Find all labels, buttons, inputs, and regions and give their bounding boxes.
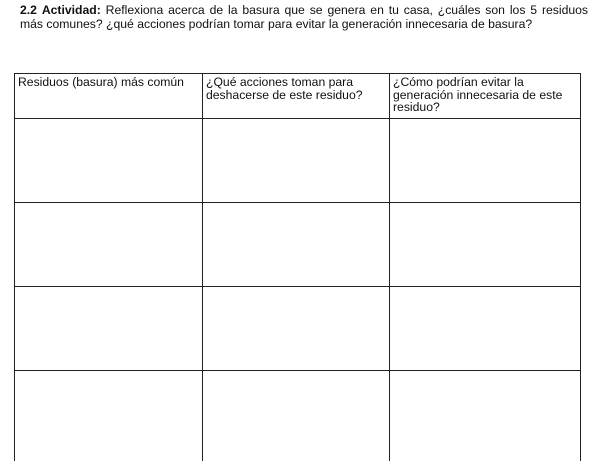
answer-cell-disposal-actions[interactable] — [203, 371, 390, 461]
answer-cell-disposal-actions[interactable] — [203, 203, 390, 287]
answer-cell-residue[interactable] — [15, 371, 203, 461]
activity-table — [14, 73, 581, 461]
table-row — [15, 287, 581, 371]
answer-cell-disposal-actions[interactable] — [203, 287, 390, 371]
table-row — [15, 371, 581, 461]
activity-prompt: Reflexiona acerca de la basura que se genera en tu casa, ¿cuáles son los 5 residuos más comunes? ¿qué acciones podrían tomar para evitar la generación innecesaria de basura? — [20, 3, 588, 31]
answer-cell-prevention[interactable] — [390, 203, 581, 287]
answer-cell-disposal-actions[interactable] — [203, 119, 390, 203]
table-header-row — [15, 74, 581, 119]
section-number: 2.2 — [20, 3, 37, 17]
column-header-prevention: ¿Cómo podrían evitar la generación innecesaria de este residuo? — [390, 74, 581, 119]
answer-cell-prevention[interactable] — [390, 287, 581, 371]
answer-cell-prevention[interactable] — [390, 119, 581, 203]
column-header-residue: Residuos (basura) más común — [15, 74, 203, 119]
activity-title: Actividad: — [42, 3, 101, 17]
answer-cell-residue[interactable] — [15, 287, 203, 371]
table-row — [15, 119, 581, 203]
column-header-disposal-actions: ¿Qué acciones toman para deshacerse de este residuo? — [203, 74, 390, 119]
answer-cell-residue[interactable] — [15, 203, 203, 287]
table-row — [15, 203, 581, 287]
activity-instructions — [20, 4, 588, 31]
answer-cell-residue[interactable] — [15, 119, 203, 203]
answer-cell-prevention[interactable] — [390, 371, 581, 461]
